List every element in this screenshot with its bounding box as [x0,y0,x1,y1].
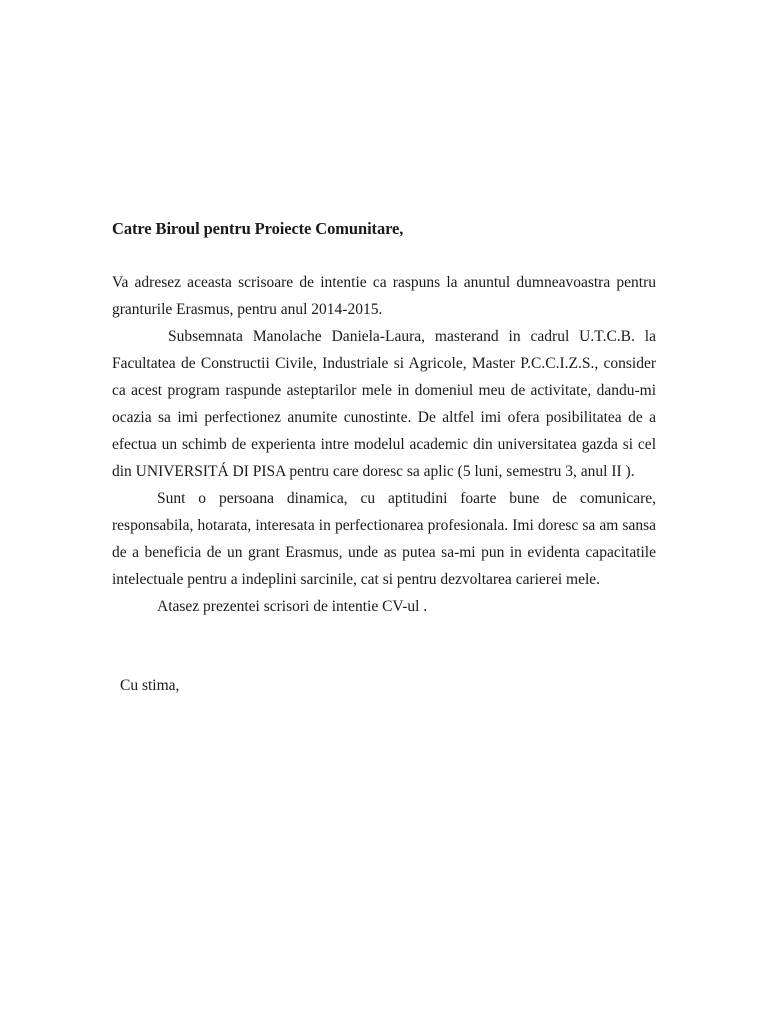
letter-salutation: Catre Biroul pentru Proiecte Comunitare, [112,219,404,238]
paragraph-background: Subsemnata Manolache Daniela-Laura, masterand in cadrul U.T.C.B. la Facultatea de Constructii Civile, Industriale si Agricole, Master P.C.C.I.Z.S., consider ca acest program raspunde asteptarilor mele in domeniul meu de activitate, dandu-mi ocazia sa imi perfectionez anumite cunostinte. De altfel imi ofera posibilitatea de a efectua un schimb de experienta intre modelul academic din universitatea gazda si cel din UNIVERSITÁ DI PISA pentru care doresc sa aplic (5 luni, semestru 3, anul II ). [112,328,656,480]
paragraph-qualities: Sunt o persoana dinamica, cu aptitudini foarte bune de comunicare, responsabila, hotarata, interesata in perfectionarea profesionala. Imi doresc sa am sansa de a beneficia de un grant Erasmus, unde as putea sa-mi pun in evidenta capacitatile intelectuale pentru a indeplini sarcinile, cat si pentru dezvoltarea carierei mele. [112,490,656,588]
letter-closing: Cu stima, [120,677,180,694]
paragraph-intro: Va adresez aceasta scrisoare de intentie ca raspuns la anuntul dumneavoastra pentru granturile Erasmus, pentru anul 2014-2015. [112,274,656,318]
paragraph-attachment: Atasez prezentei scrisori de intentie CV-ul . [157,598,428,615]
